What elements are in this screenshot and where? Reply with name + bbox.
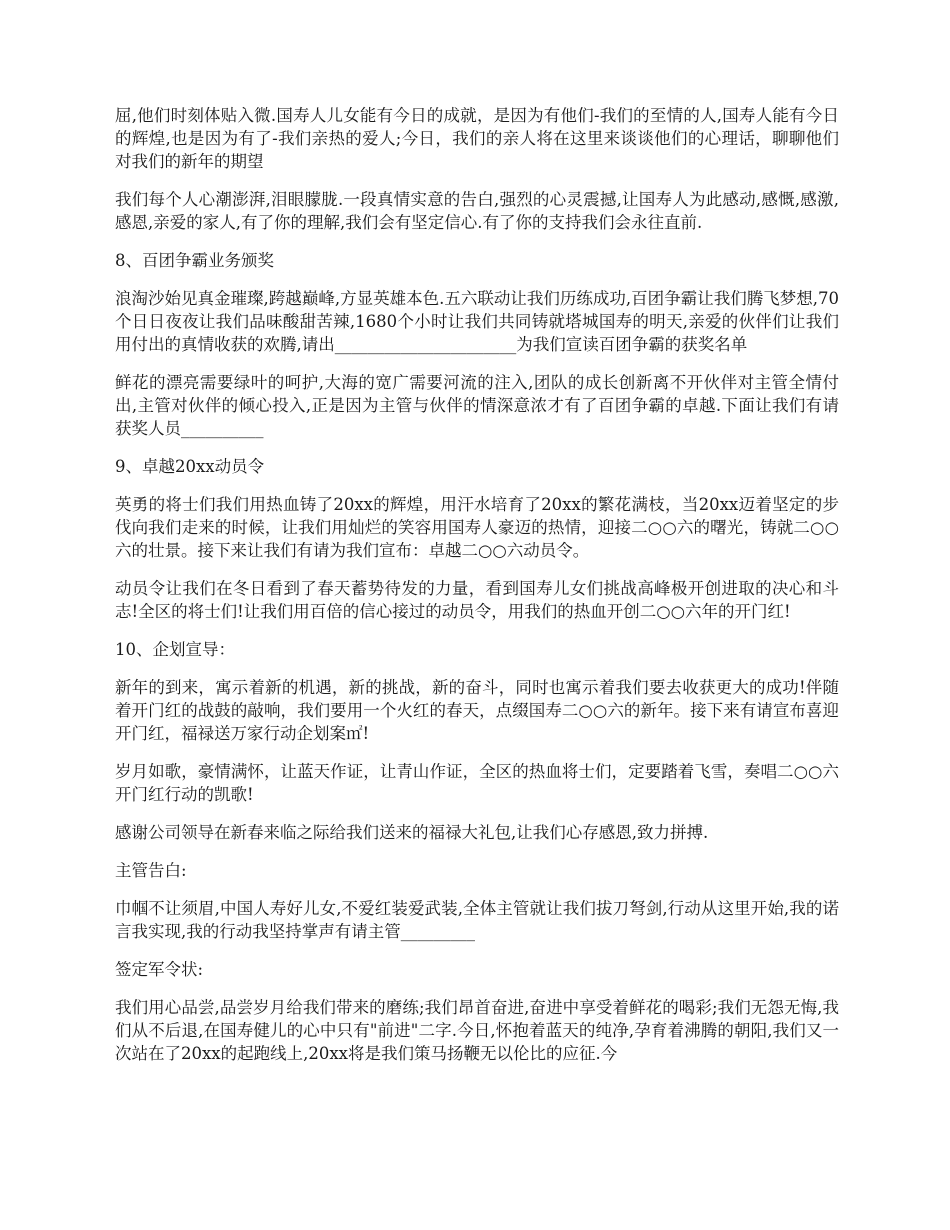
paragraph-mobilization-order: 动员令让我们在冬日看到了春天蓄势待发的力量，看到国寿儿女们挑战高峰极开创进取的决心和斗志!全区的将士们!让我们用百倍的信心接过的动员令，用我们的热血开创二○○六年的开门红! (115, 579, 839, 621)
paragraph-heartfelt-confession: 我们每个人心潮澎湃,泪眼朦胧.一段真情实意的告白,强烈的心灵震撼,让国寿人为此感动,感慨,感激,感恩,亲爱的家人,有了你的理解,我们会有坚定信心.有了你的支持我们会永往直前. (115, 190, 839, 232)
section-heading-manager-confession: 主管告白: (115, 861, 187, 880)
section-heading-9: 9、卓越20xx动员令 (115, 457, 265, 476)
paragraph-family-thanks: 屈,他们时刻体贴入微.国寿人儿女能有今日的成就，是因为有他们-我们的至情的人,国寿人能有今日的辉煌,也是因为有了-我们亲热的爱人;今日，我们的亲人将在这里来谈谈他们的心理话，聊聊他们对我们的新年的期望 (115, 106, 839, 171)
section-heading-10: 10、企划宣导： (115, 640, 235, 659)
paragraph-thanks-leadership: 感谢公司领导在新春来临之际给我们送来的福禄大礼包,让我们心存感恩,致力拼搏. (115, 823, 709, 842)
paragraph-award-intro: 浪淘沙始见真金璀璨,跨越巅峰,方显英雄本色.五六联动让我们历练成功,百团争霸让我们腾飞梦想,70个日日夜夜让我们品味酸甜苦辣,1680个小时让我们共同铸就塔城国寿的明天,亲爱的伙伴们让我们用付出的真情收获的欢腾,请出______________________为我们宣读百团争霸的获奖名单 (115, 289, 839, 354)
section-heading-military-order: 签定军令状: (115, 960, 204, 979)
paragraph-award-winners: 鲜花的漂亮需要绿叶的呵护,大海的宽广需要河流的注入,团队的成长创新离不开伙伴对主管全情付出,主管对伙伴的倾心投入,正是因为主管与伙伴的情深意浓才有了百团争霸的卓越.下面让我们有请获奖人员__________ (115, 373, 839, 438)
paragraph-military-order: 我们用心品尝,品尝岁月给我们带来的磨练;我们昂首奋进,奋进中享受着鲜花的喝彩;我们无怨无悔,我们从不后退,在国寿健儿的心中只有"前进"二字.今日,怀抱着蓝天的纯净,孕育着沸腾的朝阳,我们又一次站在了20xx的起跑线上,20xx将是我们策马扬鞭无以伦比的应征.今 (115, 998, 839, 1063)
paragraph-manager-pledge: 巾帼不让须眉,中国人寿好儿女,不爱红装爱武装,全体主管就让我们拔刀弩剑,行动从这里开始,我的诺言我实现,我的行动我坚持掌声有请主管_________ (115, 899, 839, 941)
paragraph-mobilization-intro: 英勇的将士们我们用热血铸了20xx的辉煌，用汗水培育了20xx的繁花满枝，当20xx迈着坚定的步伐向我们走来的时候，让我们用灿烂的笑容用国寿人豪迈的热情，迎接二○○六的曙光，铸就二○○六的壮景。接下来让我们有请为我们宣布：卓越二○○六动员令。 (115, 495, 839, 560)
document-page (115, 104, 839, 1080)
paragraph-new-year-plan: 新年的到来，寓示着新的机遇，新的挑战，新的奋斗，同时也寓示着我们要去收获更大的成功!伴随着开门红的战鼓的敲响，我们要用一个火红的春天，点缀国寿二○○六的新年。接下来有请宣布喜迎开门红，福禄送万家行动企划案㎡! (115, 678, 839, 743)
section-heading-8: 8、百团争霸业务颁奖 (115, 251, 274, 270)
paragraph-song-of-years: 岁月如歌，豪情满怀，让蓝天作证，让青山作证，全区的热血将士们，定要踏着飞雪，奏唱二○○六开门红行动的凯歌! (115, 762, 839, 804)
